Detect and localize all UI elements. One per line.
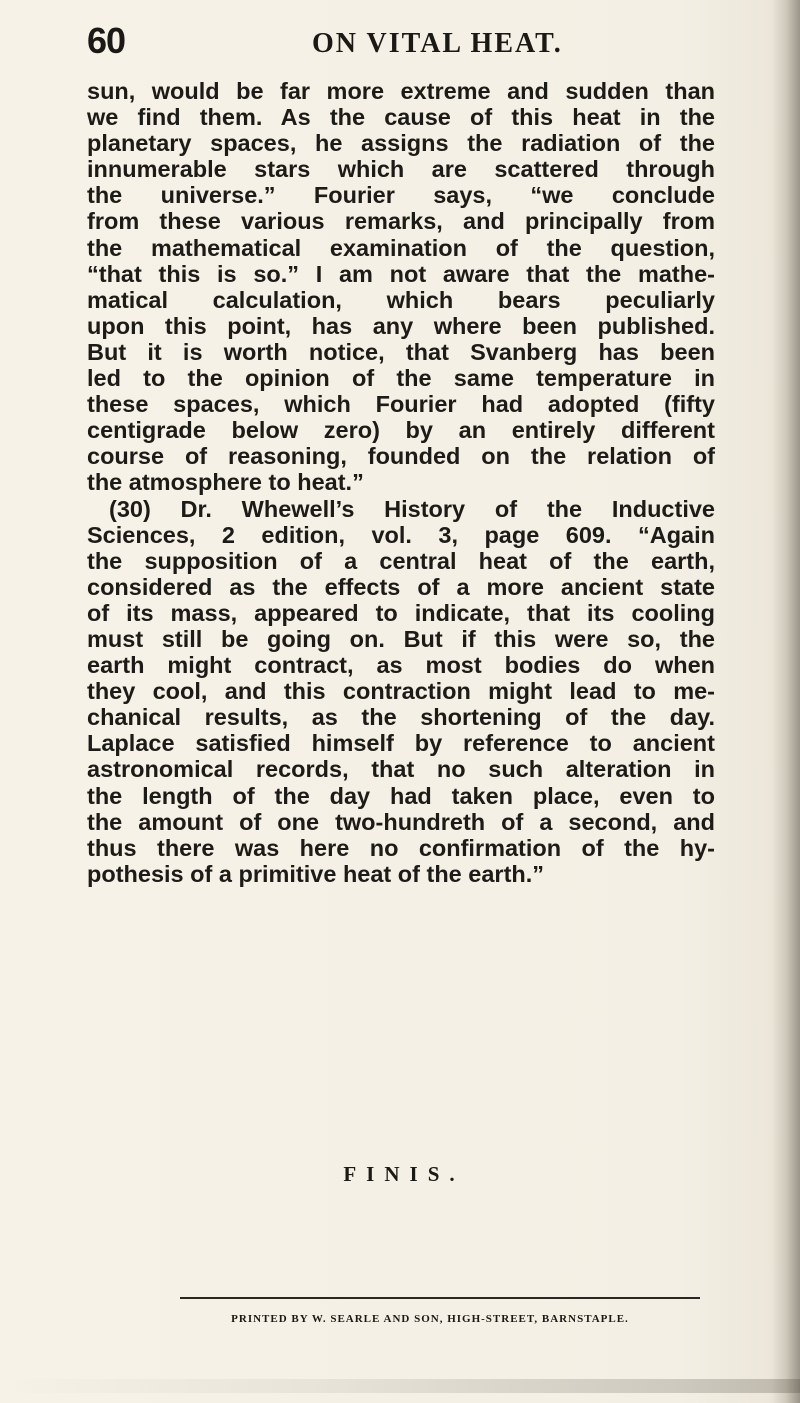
text-line: led to the opinion of the same temperature in [87, 365, 715, 392]
text-line: Laplace satisfied himself by reference to ancient [87, 730, 715, 757]
text-line: the amount of one two-hundreth of a second, and [87, 808, 715, 835]
text-line: planetary spaces, he assigns the radiation of the [87, 130, 715, 157]
text-line: “that this is so.” I am not aware that the mathe- [87, 260, 715, 287]
text-line: we find them. As the cause of this heat in the [87, 104, 715, 131]
text-line: matical calculation, which bears peculiarly [87, 286, 715, 313]
text-line: chanical results, as the shortening of the day. [87, 704, 715, 731]
text-line: innumerable stars which are scattered through [87, 156, 715, 183]
running-head: ON VITAL HEAT. [312, 28, 563, 59]
finis-mark: FINIS. [343, 1162, 465, 1186]
text-line: of its mass, appeared to indicate, that its cooling [87, 599, 715, 626]
text-line: pothesis of a primitive heat of the earth.” [87, 860, 545, 887]
text-line: from these various remarks, and principally from [87, 208, 715, 235]
text-line: centigrade below zero) by an entirely different [87, 417, 715, 444]
text-line: the universe.” Fourier says, “we conclude [87, 182, 715, 209]
text-line: sun, would be far more extreme and sudden than [87, 78, 715, 104]
page-edge-shadow [0, 1379, 800, 1393]
text-line: course of reasoning, founded on the relation of [87, 443, 715, 470]
text-line: they cool, and this contraction might lead to me- [87, 678, 715, 705]
text-line: thus there was here no confirmation of the hy- [87, 834, 715, 861]
page-number: 60 [87, 20, 126, 61]
text-line: But it is worth notice, that Svanberg has been [87, 338, 715, 365]
text-line: considered as the effects of a more ancient state [87, 573, 715, 600]
text-line: upon this point, has any where been published. [87, 312, 715, 339]
text-line: these spaces, which Fourier had adopted (fifty [87, 391, 715, 418]
text-line: astronomical records, that no such alteration in [87, 756, 715, 783]
imprint-rule [180, 1297, 700, 1299]
text-line: (30) Dr. Whewell’s History of the Inductive [109, 495, 715, 522]
text-line: the supposition of a central heat of the earth, [87, 547, 715, 574]
page-gutter-shadow [772, 0, 800, 1403]
text-line: earth might contract, as most bodies do when [87, 652, 715, 679]
page-header [87, 20, 717, 70]
text-line: the length of the day had taken place, even to [87, 782, 715, 809]
body-text [87, 78, 715, 887]
text-line: the mathematical examination of the question, [87, 234, 715, 261]
text-line: the atmosphere to heat.” [87, 469, 364, 496]
text-line: Sciences, 2 edition, vol. 3, page 609. “Again [87, 521, 715, 548]
text-line: must still be going on. But if this were so, the [87, 625, 715, 652]
printer-imprint: PRINTED BY W. SEARLE AND SON, HIGH-STREET, BARNSTAPLE. [231, 1313, 629, 1325]
